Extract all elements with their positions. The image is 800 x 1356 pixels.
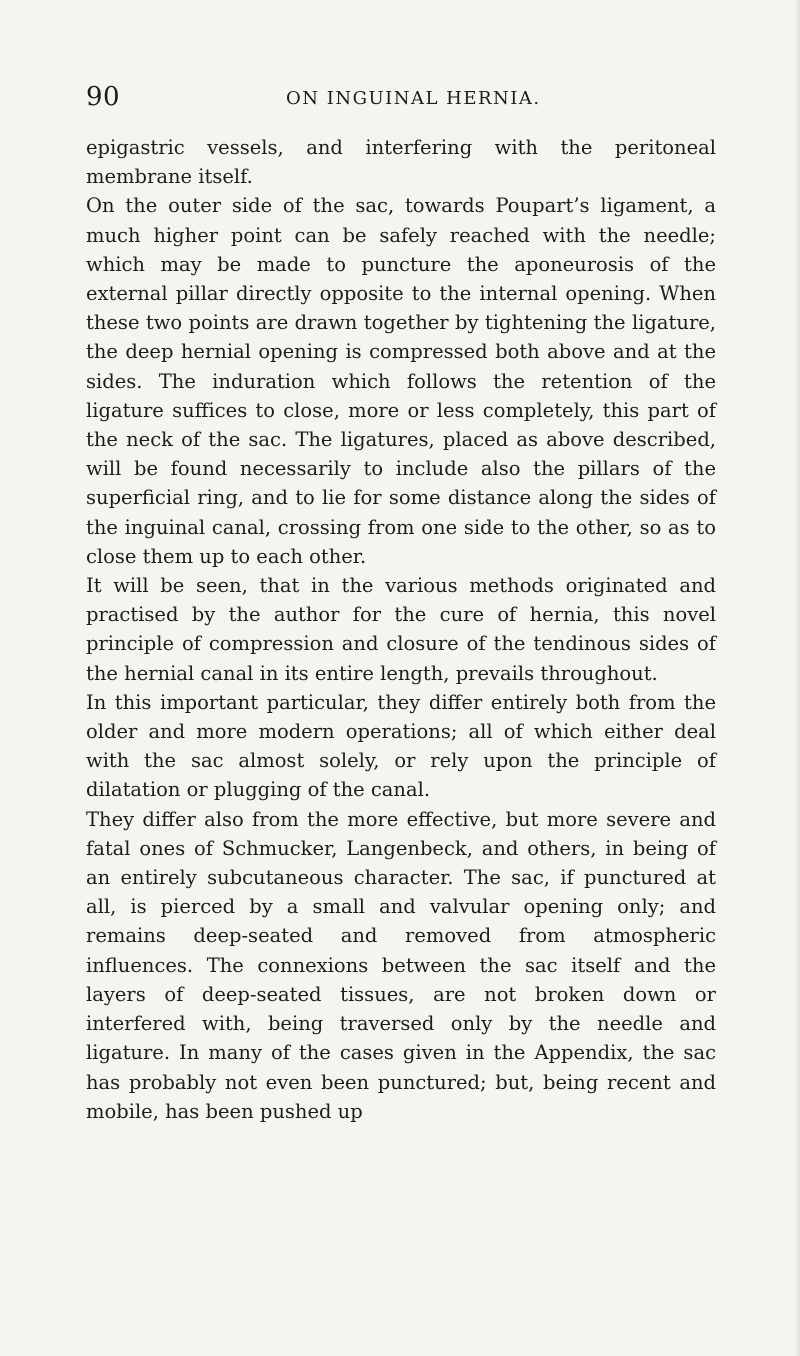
- running-title: ON INGUINAL HERNIA.: [286, 88, 541, 109]
- body-text: [86, 133, 716, 1126]
- paragraph-1: epigastric vessels, and interfering with the peritoneal membrane itself.: [86, 136, 716, 189]
- page-header: [86, 82, 716, 116]
- paragraph-3: It will be seen, that in the various methods originated and practised by the author for the cure of hernia, this novel principle of compression and closure of the tendinous sides of the hernial canal in its entire length, prevails throughout.: [86, 574, 716, 685]
- page-number: 90: [86, 82, 121, 112]
- page-edge-shadow: [794, 0, 800, 1356]
- paragraph-4: In this important particular, they differ entirely both from the older and more modern operations; all of which either deal with the sac almost solely, or rely upon the principle of dilatation or plugging of the canal.: [86, 690, 716, 802]
- paragraph-5: They differ also from the more effective, but more severe and fatal ones of Schmucker, Langenbeck, and others, in being of an entirely subcutaneous character. The sac, if punctured at all, is pierced by a small and valvular opening only; and remains deep-seated and removed from atmospheric influences. The connexions between the sac itself and the layers of deep-seated tissues, are not broken down or interfered with, being traversed only by the needle and ligature. In many of the cases given in the Appendix, the sac has probably not even been punctured; but, being recent and mobile, has been pushed up: [86, 807, 716, 1123]
- paragraph-2: On the outer side of the sac, towards Poupart’s ligament, a much higher point can be safely reached with the needle; which may be made to puncture the aponeurosis of the external pillar directly opposite to the internal opening. When these two points are drawn together by tightening the ligature, the deep hernial opening is compressed both above and at the sides. The induration which follows the retention of the ligature suffices to close, more or less completely, this part of the neck of the sac. The ligatures, placed as above described, will be found necessarily to include also the pillars of the superficial ring, and to lie for some distance along the sides of the inguinal canal, crossing from one side to the other, so as to close them up to each other.: [86, 194, 716, 568]
